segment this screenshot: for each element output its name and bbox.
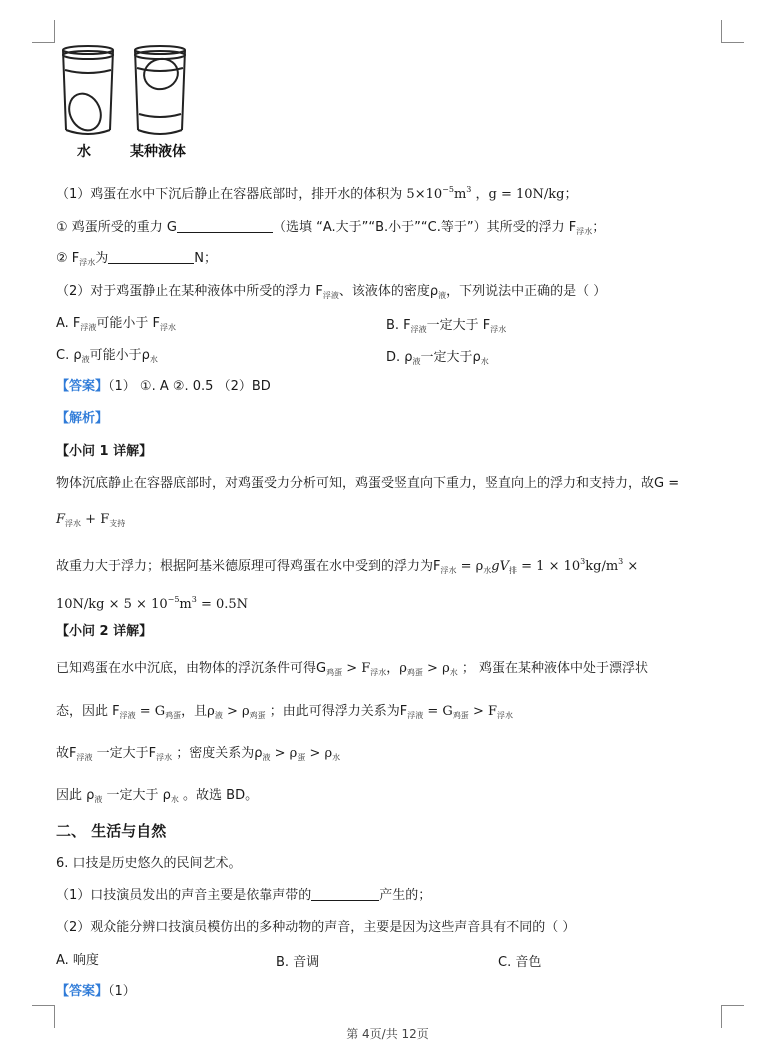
label-water: 水 bbox=[77, 144, 91, 160]
sub1-title: 【小问 1 详解】 bbox=[56, 444, 153, 459]
q2-option-b[interactable]: B. $F_{浮液}$一定大于 $F_{浮水}$ bbox=[386, 318, 507, 334]
sub2-line-3: 故$F_{浮液}$ 一定大于$F_{浮水}$ ；密度关系为$\rho_液 > \rho_蛋 > \rho_水$ bbox=[56, 746, 341, 762]
answer-line-q6: 【答案】（1） bbox=[56, 984, 136, 999]
sub2-line-1: 已知鸡蛋在水中沉底，由物体的浮沉条件可得$G_{鸡蛋} > F_{浮水}$，$\rho_{鸡蛋} > \rho_水$ ； 鸡蛋在某种液体中处于漂浮状 bbox=[56, 661, 648, 677]
label-liquid: 某种液体 bbox=[130, 144, 186, 160]
answer-text: （1） ①. A ②. 0.5 （2）BD bbox=[108, 379, 271, 394]
sub1-paragraph-2: 故重力大于浮力；根据阿基米德原理可得鸡蛋在水中受到的浮力为$F_{浮水} = \rho_水gV_排 = 1 \times 10^3kg/m^3$ × bbox=[56, 557, 639, 575]
glass-water bbox=[63, 46, 113, 136]
sub2-title: 【小问 2 详解】 bbox=[56, 624, 153, 639]
corner-mark-top-left bbox=[32, 20, 55, 43]
answer-blank-1[interactable] bbox=[177, 218, 273, 233]
sub2-line-4: 因此 $\rho_液$ 一定大于 $\rho_水$ 。故选 BD。 bbox=[56, 788, 259, 804]
egg-floating bbox=[141, 55, 182, 93]
q6-option-b[interactable]: B. 音调 bbox=[276, 955, 320, 970]
egg-glasses-figure bbox=[55, 42, 205, 164]
sub1-paragraph-3: $10N/kg \times 5 \times 10^{-5}m^3 = 0.5N$ bbox=[56, 595, 249, 612]
answer-label: 【答案】 bbox=[56, 379, 109, 394]
answer-line-q5 bbox=[56, 377, 271, 397]
sub1-paragraph-1: 物体沉底静止在容器底部时，对鸡蛋受力分析可知，鸡蛋受竖直向下重力，竖直向上的浮力和支持力，故G = bbox=[56, 476, 680, 491]
q6-part-2: （2）观众能分辨口技演员模仿出的多种动物的声音，主要是因为这些声音具有不同的（ ） bbox=[56, 920, 576, 935]
q6-option-c[interactable]: C. 音色 bbox=[498, 955, 542, 970]
q6-stem: 6. 口技是历史悠久的民间艺术。 bbox=[56, 856, 242, 871]
page-footer: 第 4页/共 12页 bbox=[346, 1027, 429, 1041]
q2-option-a[interactable]: A. $F_{浮液}$可能小于 $F_{浮水}$ bbox=[56, 316, 177, 332]
corner-mark-top-right bbox=[721, 20, 744, 43]
q2-option-c[interactable]: C. $\rho_液$可能小于$\rho_水$ bbox=[56, 348, 158, 364]
q2-option-d[interactable]: D. $\rho_液$一定大于$\rho_水$ bbox=[386, 350, 489, 366]
sub2-line-2: 态，因此 $F_{浮液} = G_{鸡蛋}$，且$\rho_液 > \rho_{鸡蛋}$ ；由此可得浮力关系为$F_{浮液} = G_{鸡蛋} > F_{浮水}$ bbox=[56, 704, 513, 720]
q6-part-1: （1）口技演员发出的声音主要是依靠声带的 产生的； bbox=[56, 888, 432, 903]
egg-at-bottom bbox=[63, 88, 106, 135]
glass-liquid bbox=[135, 46, 185, 134]
q2-stem: （2）对于鸡蛋静止在某种液体中所受的浮力 $F_{浮液}$、该液体的密度$\rho_液$，下列说法中正确的是（ ） bbox=[56, 284, 607, 300]
answer-blank-3[interactable] bbox=[311, 886, 379, 901]
q6-option-a[interactable]: A. 响度 bbox=[56, 953, 99, 968]
q1-item1: ① 鸡蛋所受的重力 G （选填 “A.大于”“B.小于”“C.等于”）其所受的浮力 $F_{浮水}$； bbox=[56, 220, 606, 236]
section-title: 二、 生活与自然 bbox=[56, 822, 167, 840]
answer-blank-2[interactable] bbox=[108, 249, 194, 264]
sub1-formula-1: $F_{浮水} + F_{支持}$ bbox=[56, 512, 126, 528]
q1-item2: ② $F_{浮水}$为 N； bbox=[56, 251, 218, 267]
q1-stem: （1）鸡蛋在水中下沉后静止在容器底部时，排开水的体积为 $5\times 10^{-5}m^3$ ，g = 10N/kg； bbox=[56, 185, 578, 202]
analysis-label: 【解析】 bbox=[56, 411, 109, 426]
